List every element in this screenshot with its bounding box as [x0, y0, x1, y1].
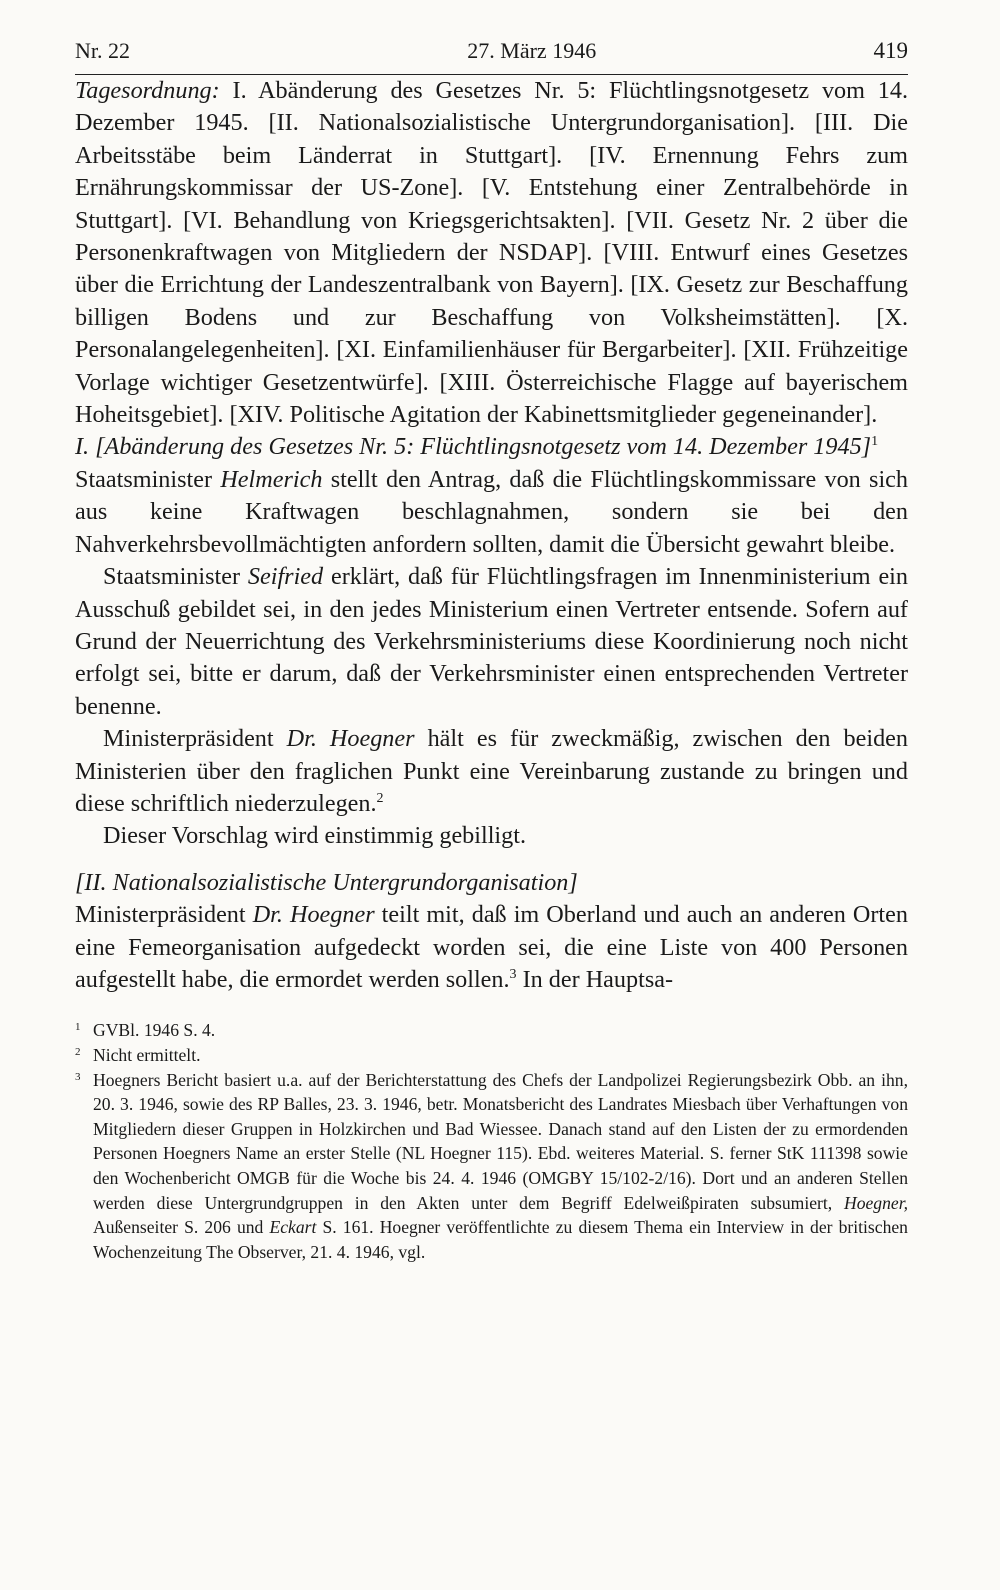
footnote-number: 1 [75, 1021, 81, 1034]
footnote-ref: 2 [376, 790, 384, 806]
text-run: In der Hauptsa- [516, 965, 674, 993]
agenda-paragraph [75, 75, 908, 431]
author-reference: Eckart [269, 1217, 317, 1238]
footnote-number: 2 [75, 1045, 81, 1058]
section-heading-1 [75, 431, 908, 463]
section-heading-1-text: I. [Abänderung des Gesetzes Nr. 5: Flüchtlingsnotgesetz vom 14. Dezember 1945] [75, 433, 872, 461]
running-head [75, 38, 908, 75]
author-reference: Hoegner, [843, 1192, 908, 1213]
paragraph [75, 464, 908, 561]
person-name: Helmerich [220, 465, 323, 493]
footnote [75, 1043, 908, 1068]
agenda-text: I. Abänderung des Gesetzes Nr. 5: Flüchtlingsnotgesetz vom 14. Dezember 1945. [II. Nationalsozialistische Untergrundorganisation]. [III. Die Arbeitsstäbe beim Länderrat in Stuttgart]. [IV. Ernennung Fehrs zum Ernährungskommissar der US-Zone]. [V. Entstehung einer Zentralbehörde in Stuttgart]. [VI. Behandlung von Kriegsgerichtsakten]. [VII. Gesetz Nr. 2 über die Personenkraftwagen von Mitgliedern der NSDAP]. [VIII. Entwurf eines Gesetzes über die Errichtung der Landeszentralbank von Bayern]. [IX. Gesetz zur Beschaffung billigen Bodens und zur Beschaffung von Volksheimstätten]. [X. Personalangelegenheiten]. [XI. Einfamilienhäuser für Bergarbeiter]. [XII. Frühzeitige Vorlage wichtiger Gesetzentwürfe]. [XIII. Österreichische Flagge auf bayerischem Hoheitsgebiet]. [XIV. Politische Agitation der Kabinettsmitglieder gegeneinander]. [75, 77, 908, 429]
footnote-text: Nicht ermittelt. [93, 1044, 201, 1065]
person-name: Dr. Hoegner [286, 725, 415, 753]
footnote [75, 1018, 908, 1043]
section-heading-2 [75, 867, 908, 899]
paragraph [75, 561, 908, 723]
paragraph [75, 820, 908, 852]
text-run: Ministerpräsident [75, 901, 253, 929]
text-run: Staatsminister [75, 465, 221, 493]
paragraph [75, 723, 908, 820]
footnote-text [93, 1068, 908, 1265]
agenda-label: Tagesordnung: [75, 77, 220, 104]
footnote-number: 3 [75, 1070, 81, 1083]
footnote-ref: 1 [871, 434, 879, 450]
footnote [75, 1068, 908, 1265]
text-run: erklärt, daß für Flüchtlingsfragen im Innenministerium ein Ausschuß gebildet sei, in den jedes Ministerium einen Vertreter entsende. Sofern auf Grund der Neuerrichtung des Verkehrsministeriums diese Koordinierung noch nicht erfolgt sei, bitte er darum, daß der Verkehrsminister einen entsprechenden Vertreter benenne. [75, 563, 908, 720]
document-page [75, 38, 908, 1264]
text-run: stellt den Antrag, daß die Flüchtlingskommissare von sich aus keine Kraftwagen beschlagnahmen, sondern sie bei den Nahverkehrsbevollmächtigten anfordern sollten, damit die Übersicht gewahrt bleibe. [75, 465, 909, 558]
meeting-date: 27. März 1946 [467, 38, 597, 63]
footnotes [75, 1018, 908, 1264]
text-run: Staatsminister [103, 563, 248, 591]
text-run: Hoegners Bericht basiert u.a. auf der Berichterstattung des Chefs der Landpolizei Regierungsbezirk Obb. an ihn, 20. 3. 1946, sowie des RP Balles, 23. 3. 1946, betr. Monatsbericht des Landrates Miesbach über Verhaftungen von Mitgliedern dieser Gruppen in Holzkirchen und Bad Wiessee. Danach stand auf den Listen der zu ermordenden Personen Hoegners Name an erster Stelle (NL Hoegner 115). Ebd. weiteres Material. S. ferner StK 111398 sowie den Wochenbericht OMGB für die Woche bis 24. 4. 1946 (OMGBY 15/102-2/16). Dort und an anderen Stellen werden diese Untergrundgruppen in den Akten unter dem Begriff Edelweißpiraten subsumiert, [93, 1069, 908, 1213]
main-text [75, 75, 908, 996]
text-run: Dieser Vorschlag wird einstimmig gebilligt. [103, 822, 527, 850]
text-run: hält es für zweckmäßig, zwischen den beiden Ministerien über den fraglichen Punkt eine Vereinbarung zustande zu bringen und diese schriftlich niederzulegen. [75, 725, 908, 817]
text-run: Außenseiter S. 206 und [93, 1217, 270, 1238]
text-run: S. 161. Hoegner veröffentlichte zu diesem Thema ein Interview in der britischen Wochenzeitung The Observer, 21. 4. 1946, vgl. [93, 1217, 908, 1262]
text-run: Ministerpräsident [103, 725, 287, 753]
footnote-text: GVBl. 1946 S. 4. [93, 1020, 216, 1041]
footnote-ref: 3 [509, 966, 517, 982]
page-number: 419 [873, 38, 908, 63]
paragraph [75, 899, 908, 996]
person-name: Dr. Hoegner [252, 901, 375, 929]
section-heading-2-text: [II. Nationalsozialistische Untergrundorganisation] [75, 868, 578, 896]
person-name: Seifried [247, 563, 324, 591]
text-run: teilt mit, daß im Oberland und auch an anderen Orten eine Femeorganisation aufgedeckt worden sei, die eine Liste von 400 Personen aufgestellt habe, die ermordet werden sollen. [75, 901, 908, 993]
issue-number: Nr. 22 [75, 38, 130, 63]
